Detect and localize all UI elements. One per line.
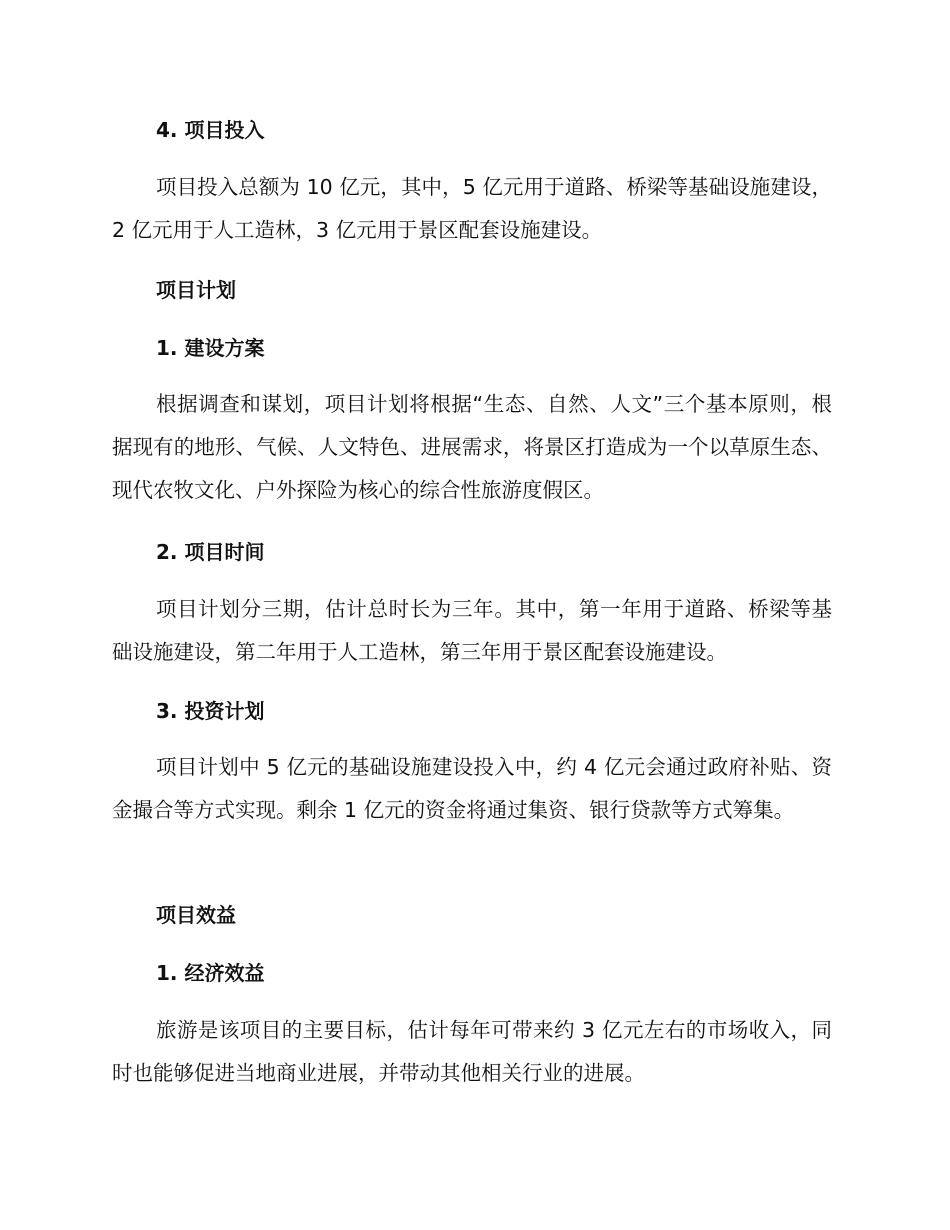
heading-project-investment: 4. 项目投入 [156, 118, 265, 142]
heading-project-time: 2. 项目时间 [156, 540, 265, 564]
heading-construction-scheme: 1. 建设方案 [156, 336, 265, 360]
paragraph-investment-plan: 项目计划中 5 亿元的基础设施建设投入中，约 4 亿元会通过政府补贴、资金撮合等方式实现。剩余 1 亿元的资金将通过集资、银行贷款等方式筹集。 [112, 755, 832, 822]
heading-project-benefits: 项目效益 [156, 903, 236, 927]
paragraph-economic-benefits: 旅游是该项目的主要目标，估计每年可带来约 3 亿元左右的市场收入，同时也能够促进当地商业进展，并带动其他相关行业的进展。 [112, 1018, 832, 1085]
heading-economic-benefits: 1. 经济效益 [156, 961, 265, 985]
heading-project-plan: 项目计划 [156, 278, 236, 302]
paragraph-construction-scheme: 根据调查和谋划，项目计划将根据“生态、自然、人文”三个基本原则，根据现有的地形、气候、人文特色、进展需求，将景区打造成为一个以草原生态、现代农牧文化、户外探险为核心的综合性旅游度假区。 [112, 392, 832, 502]
heading-investment-plan: 3. 投资计划 [156, 699, 265, 723]
paragraph-project-investment: 项目投入总额为 10 亿元，其中，5 亿元用于道路、桥梁等基础设施建设，2 亿元用于人工造林，3 亿元用于景区配套设施建设。 [112, 175, 832, 242]
paragraph-project-time: 项目计划分三期，估计总时长为三年。其中，第一年用于道路、桥梁等基础设施建设，第二年用于人工造林，第三年用于景区配套设施建设。 [112, 597, 832, 664]
